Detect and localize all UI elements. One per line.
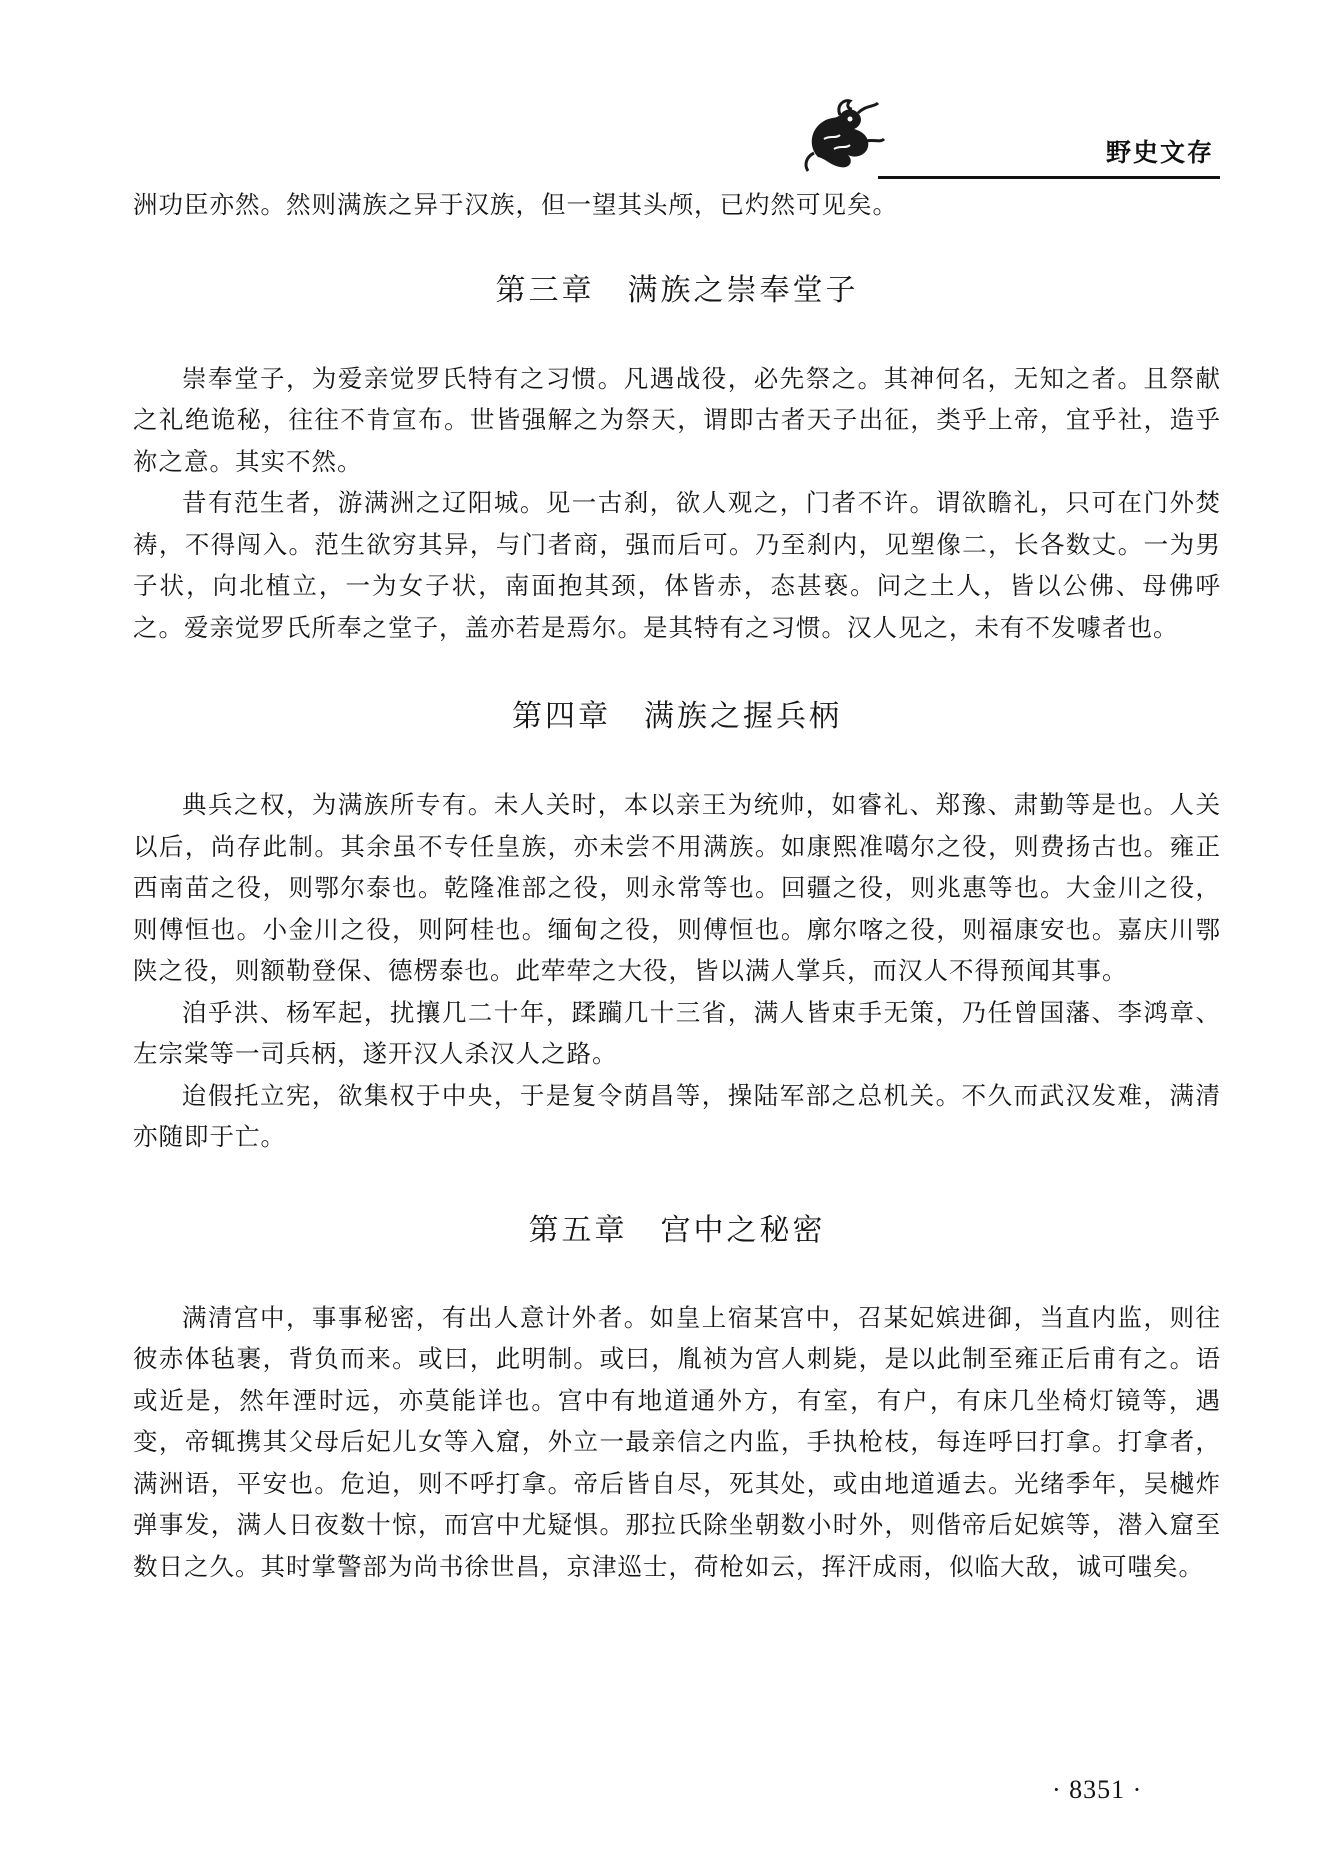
chapter-4-title: 第四章 满族之握兵柄 (512, 699, 842, 734)
chapter-3-title: 第三章 满族之崇奉堂子 (495, 272, 859, 308)
chapter-5-title: 第五章 宫中之秘密 (528, 1212, 826, 1248)
chapter-5-paragraph: 满清宫中，事事秘密，有出人意计外者。如皇上宿某宫中，召某妃嫔进御，当直内监，则往彼赤体毡裹，背负而来。或曰，此明制。或曰，胤祯为宫人刺毙，是以此制至雍正后甫有之。语或近是，然年湮时远，亦莫能详也。宫中有地道通外方，有室，有户，有床几坐椅灯镜等，遇变，帝辄携其父母后妃儿女等入窟，外立一最亲信之内监，手执枪枝，每连呼曰打拿。打拿者，满洲语，平安也。危迫，则不呼打拿。帝后皆自尽，死其处，或由地道遁去。光绪季年，吴樾炸弹事发，满人日夜数十惊，而宫中尤疑惧。那拉氏除坐朝数小时外，则偕帝后妃嫔等，潜入窟至数日之久。其时掌警部为尚书徐世昌，京津巡士，荷枪如云，挥汗成雨，似临大敌，诚可嗤矣。 (133, 1302, 1221, 1581)
chapter-4-paragraph: 洎乎洪、杨军起，扰攘几二十年，蹂躏几十三省，满人皆束手无策，乃任曾国藩、李鸿章、左宗棠等一司兵柄，遂开汉人杀汉人之路。 (133, 997, 1221, 1068)
page-header (800, 95, 1220, 179)
dragon-emblem-icon (800, 95, 890, 175)
page-number: · 8351 · (1052, 1775, 1143, 1804)
section-title: 野史文存 (1105, 138, 1214, 167)
chapter-3-paragraph: 崇奉堂子，为爱亲觉罗氏特有之习惯。凡遇战役，必先祭之。其神何名，无知之者。且祭献之礼绝诡秘，往往不肯宣布。世皆强解之为祭天，谓即古者天子出征，类乎上帝，宜乎社，造乎祢之意。其实不然。 (133, 363, 1221, 476)
opening-line: 洲功臣亦然。然则满族之异于汉族，但一望其头颅，已灼然可见矣。 (133, 190, 898, 219)
chapter-3-paragraph: 昔有范生者，游满洲之辽阳城。见一古刹，欲人观之，门者不许。谓欲瞻礼，只可在门外焚祷，不得闯入。范生欲穷其异，与门者商，强而后可。乃至刹内，见塑像二，长各数丈。一为男子状，向北植立，一为女子状，南面抱其颈，体皆赤，态甚亵。问之土人，皆以公佛、母佛呼之。爱亲觉罗氏所奉之堂子，盖亦若是焉尔。是其特有之习惯。汉人见之，未有不发噱者也。 (133, 488, 1221, 642)
header-rule (878, 176, 1220, 179)
page-body (133, 184, 1221, 1587)
chapter-4-paragraph: 典兵之权，为满族所专有。未人关时，本以亲王为统帅，如睿礼、郑豫、肃勤等是也。人关以后，尚存此制。其余虽不专任皇族，亦未尝不用满族。如康熙准噶尔之役，则费扬古也。雍正西南苗之役，则鄂尔泰也。乾隆准部之役，则永常等也。回疆之役，则兆惠等也。大金川之役，则傅恒也。小金川之役，则阿桂也。缅甸之役，则傅恒也。廓尔喀之役，则福康安也。嘉庆川鄂陕之役，则额勒登保、德楞泰也。此荦荦之大役，皆以满人掌兵，而汉人不得预闻其事。 (133, 790, 1221, 985)
chapter-4-paragraph: 迨假托立宪，欲集权于中央，于是复令荫昌等，操陆军部之总机关。不久而武汉发难，满清亦随即于亡。 (133, 1080, 1221, 1151)
